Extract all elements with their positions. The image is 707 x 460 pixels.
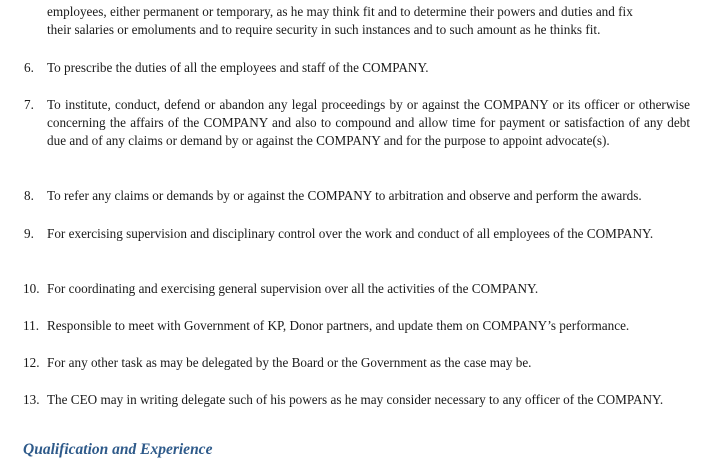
intro-line-1: employees, either permanent or temporary, as he may think fit and to determine their powers and duties and fix xyxy=(47,4,633,19)
list-item-text: The CEO may in writing delegate such of his powers as he may consider necessary to any officer of the COMPANY. xyxy=(47,392,664,407)
list-item-text: To prescribe the duties of all the employees and staff of the COMPANY. xyxy=(47,60,429,75)
list-item-text: To institute, conduct, defend or abandon any legal proceedings by or against the COMPANY or its officer or otherwise concerning the affairs of the COMPANY and also to compound and allow time for payment or satisfaction of any debt due and of any claims or demand by or against the COMPANY and for the purpose to appoint advocate(s). xyxy=(47,97,690,149)
list-item-number: 10. xyxy=(23,281,40,296)
list-item-number: 12. xyxy=(23,355,40,370)
list-item-number: 9. xyxy=(24,226,34,241)
list-item-text: To refer any claims or demands by or against the COMPANY to arbitration and observe and perform the awards. xyxy=(47,188,642,203)
list-item-number: 7. xyxy=(24,97,34,112)
section-heading: Qualification and Experience xyxy=(23,441,213,458)
list-item-number: 13. xyxy=(23,392,40,407)
list-item-number: 8. xyxy=(24,188,34,203)
intro-paragraph xyxy=(47,3,692,39)
list-item-text: For exercising supervision and disciplinary control over the work and conduct of all employees of the COMPANY. xyxy=(47,226,654,241)
intro-line-2: their salaries or emoluments and to require security in such instances and to such amount as he thinks fit. xyxy=(47,22,601,37)
list-item-number: 11. xyxy=(23,318,39,333)
list-item-text: Responsible to meet with Government of KP, Donor partners, and update them on COMPANY’s performance. xyxy=(47,318,630,333)
list-item-text: For any other task as may be delegated by the Board or the Government as the case may be. xyxy=(47,355,532,370)
list-item-text: For coordinating and exercising general supervision over all the activities of the COMPANY. xyxy=(47,281,539,296)
list-item-number: 6. xyxy=(24,60,34,75)
